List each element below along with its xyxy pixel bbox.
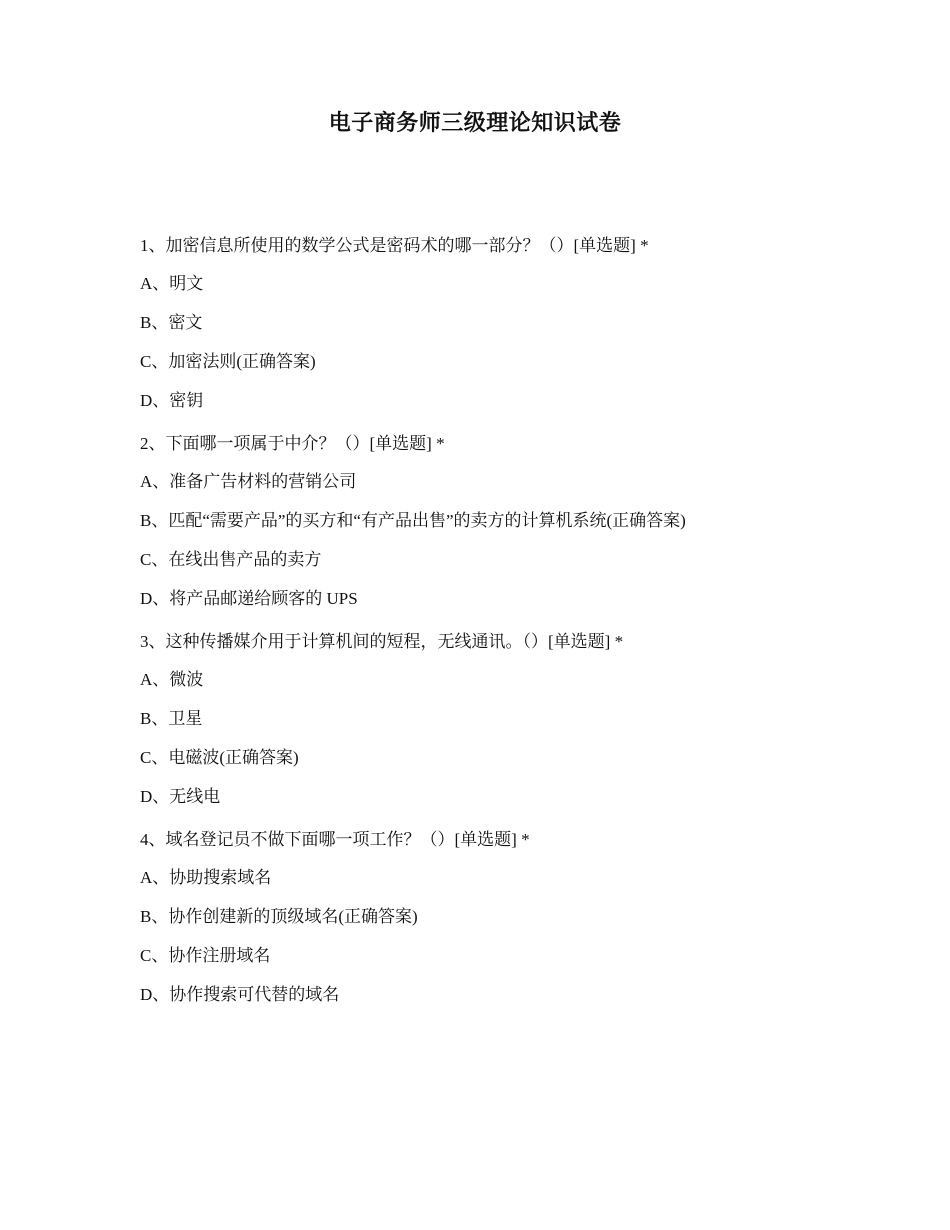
question-2 — [140, 430, 900, 613]
question-stem: 1、加密信息所使用的数学公式是密码术的哪一部分？（）[单选题] * — [140, 236, 649, 255]
page-title: 电子商务师三级理论知识试卷 — [328, 111, 622, 136]
option-b: B、卫星 — [140, 709, 203, 728]
question-stem: 2、下面哪一项属于中介？（）[单选题] * — [140, 434, 445, 453]
question-list — [140, 232, 900, 1024]
option-d: D、将产品邮递给顾客的 UPS — [140, 589, 358, 608]
option-c: C、在线出售产品的卖方 — [140, 550, 322, 569]
question-1 — [140, 232, 900, 415]
option-c: C、电磁波(正确答案) — [140, 748, 299, 767]
option-d: D、协作搜索可代替的域名 — [140, 985, 340, 1004]
question-stem: 4、域名登记员不做下面哪一项工作？（）[单选题] * — [140, 830, 530, 849]
option-b: B、匹配“需要产品”的买方和“有产品出售”的卖方的计算机系统(正确答案) — [140, 511, 686, 530]
option-a: A、准备广告材料的营销公司 — [140, 472, 357, 491]
question-3 — [140, 628, 900, 811]
option-a: A、协助搜索域名 — [140, 868, 272, 887]
option-a: A、明文 — [140, 274, 204, 293]
option-c: C、加密法则(正确答案) — [140, 352, 316, 371]
option-b: B、密文 — [140, 313, 203, 332]
option-a: A、微波 — [140, 670, 204, 689]
option-d: D、无线电 — [140, 787, 221, 806]
option-b: B、协作创建新的顶级域名(正确答案) — [140, 907, 418, 926]
question-4 — [140, 826, 900, 1009]
question-stem: 3、这种传播媒介用于计算机间的短程，无线通讯。（）[单选题] * — [140, 632, 624, 651]
option-d: D、密钥 — [140, 391, 204, 410]
option-c: C、协作注册域名 — [140, 946, 271, 965]
